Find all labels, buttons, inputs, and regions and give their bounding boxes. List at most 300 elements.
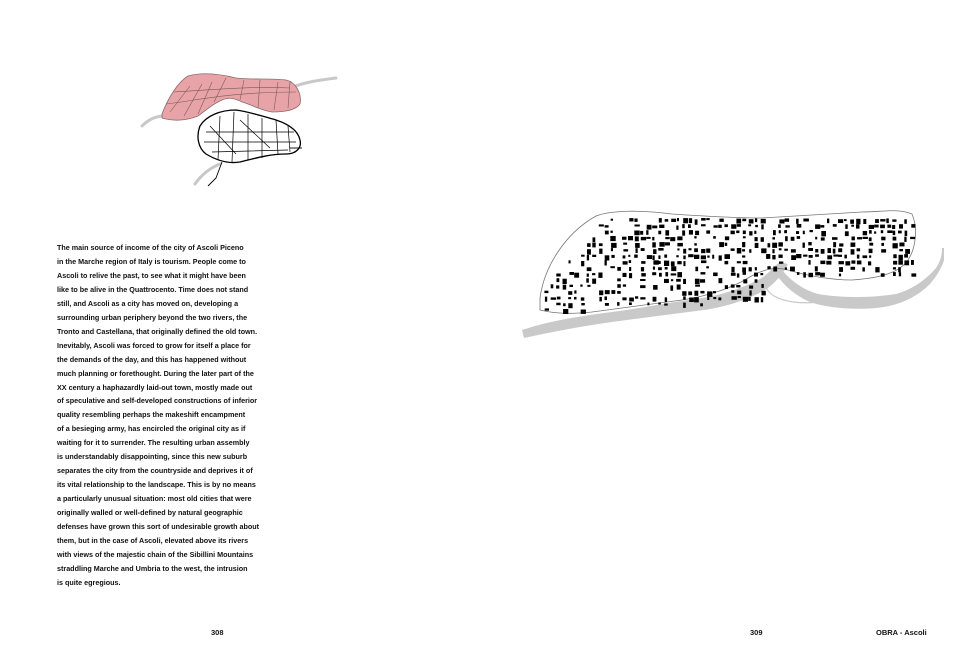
building (778, 242, 783, 246)
building (623, 255, 626, 258)
building (587, 285, 590, 287)
building (629, 302, 632, 305)
building (833, 224, 837, 227)
building (636, 248, 638, 253)
building (695, 231, 699, 235)
building (766, 254, 770, 259)
building (719, 219, 723, 222)
building (869, 255, 871, 257)
building (689, 230, 693, 235)
building (743, 231, 746, 235)
building (713, 273, 718, 277)
text-line: the demands of the day, and this has happened without (57, 354, 247, 364)
text-line: Inevitably, Ascoli was forced to grow for itself a place for (57, 340, 251, 350)
building (898, 267, 901, 272)
building (821, 231, 826, 236)
building (820, 273, 825, 277)
building (683, 249, 686, 254)
building (635, 296, 638, 298)
building (701, 255, 706, 259)
building (736, 219, 741, 224)
building (852, 237, 855, 241)
building (545, 297, 547, 302)
text-line: still, and Ascoli as a city has moved on, developing a (57, 298, 239, 308)
building (772, 249, 774, 253)
building (587, 249, 591, 255)
building (887, 230, 892, 233)
building (850, 220, 854, 224)
building (736, 285, 740, 287)
building (911, 273, 916, 276)
text-line: separates the city from the countryside and deprives it of (57, 466, 253, 476)
building (748, 224, 751, 226)
building (587, 274, 589, 277)
building (700, 303, 703, 306)
building (664, 279, 669, 283)
building (857, 255, 860, 259)
building (904, 260, 909, 265)
river-path (290, 78, 336, 88)
building (647, 225, 652, 230)
text-line: waiting for it to surrender. The resulting urban assembly (57, 438, 250, 448)
building (610, 236, 615, 241)
building (881, 230, 883, 233)
building (611, 243, 617, 248)
building (737, 291, 741, 295)
building (749, 267, 752, 271)
building (581, 310, 586, 314)
building (851, 249, 855, 254)
building (610, 266, 615, 268)
building (617, 302, 619, 306)
building (568, 303, 572, 308)
building (701, 260, 706, 263)
building (611, 231, 613, 233)
building (838, 219, 843, 223)
building (905, 231, 908, 236)
building (810, 230, 813, 232)
building (634, 219, 637, 222)
building (694, 255, 699, 259)
building (851, 267, 856, 270)
building (694, 248, 698, 252)
building (899, 224, 903, 228)
building (761, 297, 763, 302)
building (647, 303, 649, 306)
building (551, 284, 554, 288)
building (731, 224, 736, 229)
building (694, 243, 697, 245)
building (641, 248, 645, 251)
building (869, 225, 874, 229)
building (784, 249, 788, 251)
building (659, 273, 662, 277)
building (886, 218, 889, 223)
building (611, 290, 615, 294)
text-line: is understandably disappointing, since this new suburb (57, 452, 248, 462)
building (779, 230, 781, 233)
text-line: with views of the majestic chain of the Sibillini Mountains (57, 549, 254, 559)
building (844, 255, 847, 259)
building (701, 249, 705, 253)
text-line: quality resembling perhaps the makeshift encampment (57, 410, 246, 420)
building (653, 260, 658, 264)
building (755, 267, 757, 270)
text-line: of a besieging army, has encircled the original city as if (57, 424, 246, 434)
building (641, 237, 646, 240)
building (863, 255, 868, 258)
building (911, 260, 914, 265)
building (557, 297, 561, 300)
building (772, 243, 777, 248)
building (706, 218, 709, 220)
building (641, 261, 645, 264)
building (743, 261, 748, 264)
building (815, 254, 819, 256)
building (695, 267, 698, 272)
body-paragraph (57, 241, 285, 590)
building (874, 225, 879, 228)
building (640, 231, 643, 235)
building (701, 224, 706, 226)
building (581, 303, 585, 305)
building (545, 308, 549, 310)
building (797, 224, 802, 228)
building (622, 237, 627, 240)
building (815, 266, 818, 271)
building (665, 230, 669, 235)
building (640, 285, 645, 288)
building (706, 266, 709, 268)
building (700, 291, 704, 294)
building (778, 224, 781, 228)
building (791, 237, 795, 241)
building (893, 237, 897, 241)
text-line: The main source of income of the city of Ascoli Piceno (57, 243, 244, 252)
building (875, 267, 879, 272)
building (683, 261, 685, 266)
building (653, 285, 658, 290)
building (695, 219, 698, 224)
building (665, 242, 670, 245)
building (605, 231, 609, 235)
building (719, 278, 723, 283)
river-path (142, 116, 164, 126)
building (911, 224, 915, 228)
building (659, 242, 664, 247)
building (605, 296, 608, 300)
building (563, 285, 567, 290)
building (683, 279, 686, 284)
building (682, 230, 685, 235)
building (732, 296, 737, 300)
building (676, 279, 681, 282)
building (869, 237, 872, 241)
building (664, 255, 667, 258)
building (617, 284, 621, 288)
building (695, 285, 700, 287)
building (803, 219, 809, 222)
building (640, 297, 645, 299)
building (659, 225, 664, 228)
building (808, 248, 813, 251)
building (581, 255, 585, 257)
building (652, 237, 654, 241)
building (605, 290, 610, 294)
building (754, 231, 756, 234)
building (742, 219, 746, 222)
building (737, 273, 739, 277)
text-line: surrounding urban periphery beyond the two rivers, the (57, 312, 248, 322)
building (683, 303, 686, 308)
building (682, 224, 685, 228)
building (803, 243, 805, 248)
building (808, 260, 810, 265)
building (683, 256, 685, 260)
building (749, 231, 752, 235)
building (748, 297, 751, 301)
historic-center (198, 110, 300, 163)
text-line: a particularly unusual situation: most old cities that were (57, 494, 252, 504)
building (653, 249, 656, 254)
building (712, 255, 714, 259)
building (646, 237, 650, 239)
building (652, 272, 656, 275)
building (665, 219, 669, 222)
building (556, 285, 559, 288)
building (893, 231, 896, 235)
building (821, 249, 825, 254)
building (803, 272, 806, 277)
building (725, 243, 728, 246)
building (893, 254, 896, 258)
building (893, 267, 896, 269)
building (634, 231, 639, 236)
building (599, 224, 604, 226)
building (881, 237, 885, 241)
building (738, 296, 741, 298)
building (587, 255, 589, 260)
building (700, 279, 705, 283)
building (605, 225, 609, 227)
figure-ground-map (512, 198, 944, 348)
building (832, 237, 838, 240)
building (658, 255, 660, 259)
building (725, 261, 729, 264)
building (719, 242, 724, 247)
text-line: much planning or forethought. During the later part of the (57, 368, 254, 378)
building (779, 262, 783, 264)
building (569, 260, 571, 263)
building (898, 260, 903, 265)
building (874, 231, 876, 233)
building (772, 255, 775, 259)
building (677, 261, 681, 264)
building (677, 285, 681, 290)
building (833, 242, 836, 247)
building (736, 231, 739, 234)
building (689, 298, 694, 303)
building (779, 255, 783, 258)
building (725, 224, 728, 227)
building (677, 243, 683, 247)
building (820, 261, 825, 265)
building (869, 230, 872, 234)
building (670, 285, 673, 290)
building (731, 267, 734, 273)
building (623, 261, 628, 264)
building (796, 231, 799, 234)
building (749, 249, 751, 253)
building (857, 261, 862, 265)
building (622, 297, 626, 300)
building (682, 291, 686, 296)
building (605, 255, 610, 260)
building (563, 309, 568, 314)
building (611, 255, 614, 258)
building (707, 296, 709, 300)
building (838, 248, 842, 252)
building (647, 255, 652, 259)
building (629, 260, 631, 263)
building (881, 243, 884, 246)
building (671, 279, 673, 281)
building (599, 243, 603, 246)
building (713, 291, 716, 293)
building (743, 297, 748, 302)
building (863, 231, 867, 235)
building (551, 297, 556, 299)
building (773, 267, 777, 272)
building (629, 267, 631, 271)
building (743, 272, 746, 275)
building (701, 218, 706, 221)
building (629, 273, 632, 278)
building (581, 297, 585, 300)
building (658, 231, 661, 235)
building (623, 243, 627, 245)
building (641, 273, 646, 276)
building (688, 224, 691, 228)
building (592, 273, 595, 275)
building (742, 255, 745, 257)
building (658, 302, 661, 304)
building (880, 219, 885, 221)
building (905, 249, 910, 254)
building (755, 279, 758, 282)
building (556, 303, 560, 306)
city-outline-map (140, 68, 350, 188)
building (628, 236, 633, 240)
building (803, 231, 805, 235)
building (563, 303, 566, 306)
building (592, 243, 595, 248)
building (754, 273, 758, 277)
building (677, 218, 679, 221)
building (742, 267, 746, 272)
building (893, 261, 897, 265)
building (725, 285, 728, 289)
building (838, 255, 842, 257)
building (761, 284, 763, 288)
building (676, 226, 678, 230)
building (809, 255, 813, 258)
building (761, 237, 764, 242)
building (887, 225, 891, 228)
building (635, 236, 639, 241)
building (665, 267, 668, 270)
building (677, 272, 682, 277)
building (868, 261, 871, 265)
text-line: defenses have grown this sort of undesirable growth about (57, 522, 260, 532)
building (695, 279, 700, 284)
building (797, 272, 800, 275)
building (568, 297, 571, 299)
text-line: them, but in the case of Ascoli, elevated above its rivers (57, 536, 249, 546)
building (652, 226, 657, 229)
text-line: Ascoli to relive the past, to see what it might have been (57, 270, 246, 280)
building (557, 278, 560, 282)
building (629, 218, 633, 221)
building (880, 225, 885, 229)
building (892, 219, 896, 221)
building (737, 261, 741, 263)
building (791, 255, 796, 260)
building (670, 237, 675, 241)
building (857, 237, 862, 239)
page-number-right: 309 (750, 628, 763, 637)
building (875, 219, 879, 223)
building (731, 284, 735, 287)
building (863, 237, 868, 239)
building (569, 272, 574, 275)
building (857, 248, 861, 251)
building (761, 219, 766, 224)
building (640, 279, 645, 281)
building (839, 274, 841, 277)
building (743, 279, 747, 283)
building (904, 219, 907, 224)
building (671, 219, 676, 222)
building (725, 236, 729, 240)
building (845, 261, 850, 265)
building (784, 230, 787, 233)
text-line: like to be alive in the Quattrocento. Time does not stand (57, 284, 249, 294)
building (851, 225, 854, 227)
building (796, 219, 799, 224)
running-head: OBRA - Ascoli (876, 628, 927, 637)
building (652, 255, 654, 260)
building (580, 285, 582, 287)
building (808, 242, 811, 245)
building (862, 267, 865, 271)
building (635, 243, 640, 248)
building (701, 272, 706, 274)
building (809, 273, 814, 277)
building (707, 291, 712, 297)
building (749, 290, 751, 295)
building (694, 291, 698, 296)
building (796, 254, 801, 258)
building (718, 297, 721, 300)
building (617, 267, 621, 271)
building (671, 261, 675, 266)
building (659, 218, 662, 223)
building (851, 243, 856, 247)
building (815, 249, 818, 253)
building (869, 249, 873, 253)
building (676, 255, 678, 257)
